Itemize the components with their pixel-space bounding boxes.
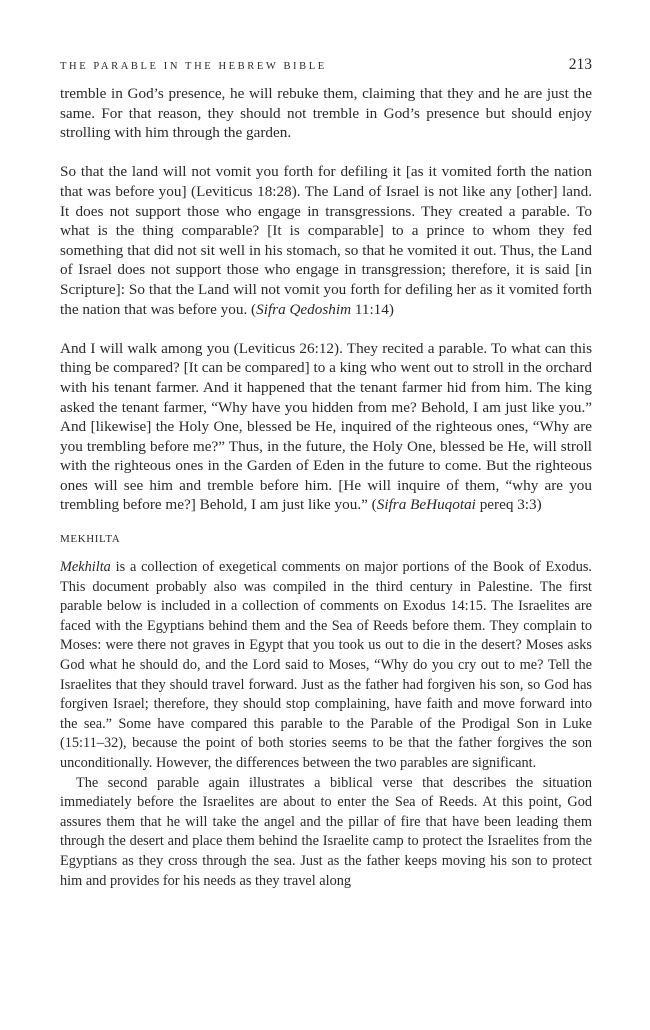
paragraph-4 [60, 558, 592, 774]
paragraph-4-text: is a collection of exegetical comments on major portions of the Book of Exodus. This document probably also was compiled in the third century in Palestine. The first parable below is included in a collection of comments on Exodus 14:15. The Israelites are faced with the Egyptians behind them and the Sea of Reeds before them. They complain to Moses: were there not graves in Egypt that you took us out to die in the desert? Moses asks God what he should do, and the Lord said to Moses, “Why do you cry out to me? Tell the Israelites that they should travel forward. Just as the father had forgiven his son, so God has forgiven Israel; therefore, they should stop complaining, have faith and move forward into the sea.” Some have compared this parable to the Parable of the Prodigal Son in Luke (15:11–32), because the point of both stories seems to be that the father forgives the son unconditionally. However, the differences between the two parables are significant. [60, 559, 592, 771]
section-body [60, 558, 592, 891]
paragraph-3 [60, 339, 592, 515]
paragraph-2-text: So that the land will not vomit you forth for defiling it [as it vomited forth the nation that was before you] (Leviticus 18:28). The Land of Israel is not like any [other] land. It does not support those who engage in transgressions. They created a parable. To what is the thing comparable? [It is comparable] to a prince to whom they fed something that did not sit well in his stomach, so that he vomited it out. Thus, the Land of Israel does not support those who engage in transgression; therefore, it is said [in Scripture]: So that the Land will not vomit you forth for defiling her as it vomited forth the nation that was before you. ( [60, 163, 592, 318]
paragraph-1: tremble in God’s presence, he will rebuke them, claiming that they and he are just the same. For that reason, they should not tremble in God’s presence but should enjoy strolling with him through the garden. [60, 85, 592, 142]
page-number: 213 [568, 56, 592, 73]
paragraph-2 [60, 162, 592, 319]
paragraph-2-end: 11:14) [351, 300, 394, 318]
running-head-title: THE PARABLE IN THE HEBREW BIBLE [60, 61, 327, 72]
paragraph-5: The second parable again illustrates a biblical verse that describes the situation immediately before the Israelites are about to enter the Sea of Reeds. At this point, God assures them that he will take the angel and the pillar of fire that have been leading them through the desert and place them behind the Israelite camp to protect the Israelites from the Egyptians as they cross through the sea. Just as the father keeps moving his son to protect him and provides for his needs as they travel along [60, 774, 592, 889]
paragraph-2-citation: Sifra Qedoshim [256, 300, 352, 318]
book-page [60, 56, 592, 891]
running-head [60, 56, 592, 78]
section-heading: MEKHILTA [60, 533, 121, 546]
paragraph-3-text: And I will walk among you (Leviticus 26:12). They recited a parable. To what can this thing be compared? [It can be compared] to a king who went out to stroll in the orchard with his tenant farmer. And it happened that the tenant farmer hid from him. The king asked the tenant farmer, “Why have you hidden from me? Behold, I am just like you.” And [likewise] the Holy One, blessed be He, inquired of the righteous ones, “Why are you trembling before me?” Thus, in the future, the Holy One, blessed be He, will stroll with the righteous ones in the Garden of Eden in the future to come. But the righteous ones will see him and tremble before him. [He will inquire of them, “why are you trembling before me?] Behold, I am just like you.” ( [60, 339, 592, 514]
paragraph-3-end: pereq 3:3) [475, 496, 542, 514]
paragraph-3-citation: Sifra BeHuqotai [376, 496, 476, 514]
paragraph-4-title: Mekhilta [60, 559, 111, 576]
